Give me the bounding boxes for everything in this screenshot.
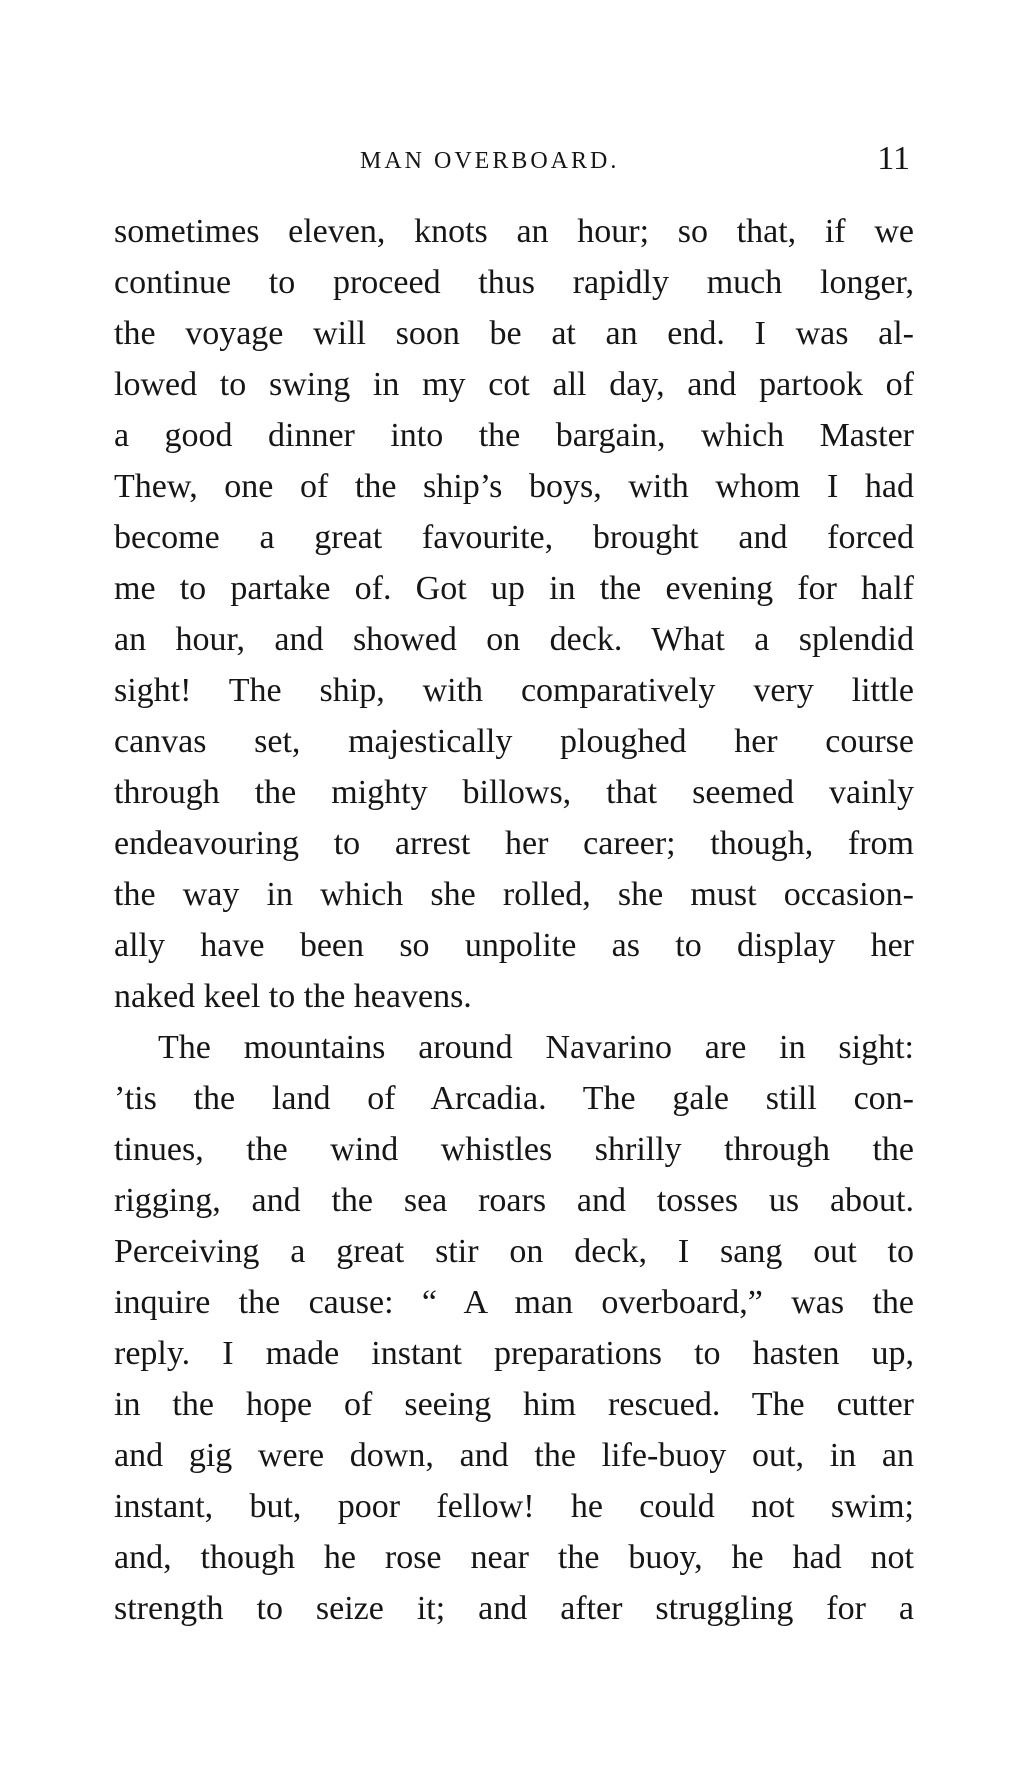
- text-line: continue to proceed thus rapidly much longer,: [114, 264, 914, 301]
- text-line: instant, but, poor fellow! he could not swim;: [114, 1488, 914, 1525]
- text-line: become a great favourite, brought and forced: [114, 519, 914, 556]
- text-line: ’tis the land of Arcadia. The gale still con-: [114, 1080, 914, 1117]
- text-line: tinues, the wind whistles shrilly through the: [114, 1131, 914, 1168]
- text-line: The mountains around Navarino are in sight:: [158, 1029, 914, 1066]
- text-line: strength to seize it; and after struggling for a: [114, 1590, 914, 1627]
- text-line: and, though he rose near the buoy, he had not: [114, 1539, 914, 1576]
- text-line: canvas set, majestically ploughed her course: [114, 723, 914, 760]
- text-line: rigging, and the sea roars and tosses us about.: [114, 1182, 914, 1219]
- text-line: the voyage will soon be at an end. I was al-: [114, 315, 914, 352]
- text-line: a good dinner into the bargain, which Master: [114, 417, 914, 454]
- text-line: endeavouring to arrest her career; though, from: [114, 825, 914, 862]
- text-line: Perceiving a great stir on deck, I sang out to: [114, 1233, 914, 1270]
- paragraph-1: [114, 206, 914, 1022]
- running-title: MAN OVERBOARD.: [360, 148, 620, 174]
- text-line: an hour, and showed on deck. What a splendid: [114, 621, 914, 658]
- text-line: in the hope of seeing him rescued. The cutter: [114, 1386, 914, 1423]
- text-line: sometimes eleven, knots an hour; so that, if we: [114, 213, 914, 250]
- text-line: reply. I made instant preparations to hasten up,: [114, 1335, 914, 1372]
- text-line: Thew, one of the ship’s boys, with whom I had: [114, 468, 914, 505]
- paragraph-2: [114, 1022, 914, 1634]
- text-line: lowed to swing in my cot all day, and partook of: [114, 366, 914, 403]
- body-text: [114, 206, 914, 1634]
- text-line: inquire the cause: “ A man overboard,” was the: [114, 1284, 914, 1321]
- page-number: 11: [877, 140, 910, 177]
- text-line: naked keel to the heavens.: [114, 978, 472, 1015]
- text-line: sight! The ship, with comparatively very little: [114, 672, 914, 709]
- text-line: and gig were down, and the life-buoy out, in an: [114, 1437, 914, 1474]
- text-line: the way in which she rolled, she must occasion-: [114, 876, 914, 913]
- text-line: ally have been so unpolite as to display her: [114, 927, 914, 964]
- running-head: [110, 140, 910, 180]
- text-line: through the mighty billows, that seemed vainly: [114, 774, 914, 811]
- text-line: me to partake of. Got up in the evening for half: [114, 570, 914, 607]
